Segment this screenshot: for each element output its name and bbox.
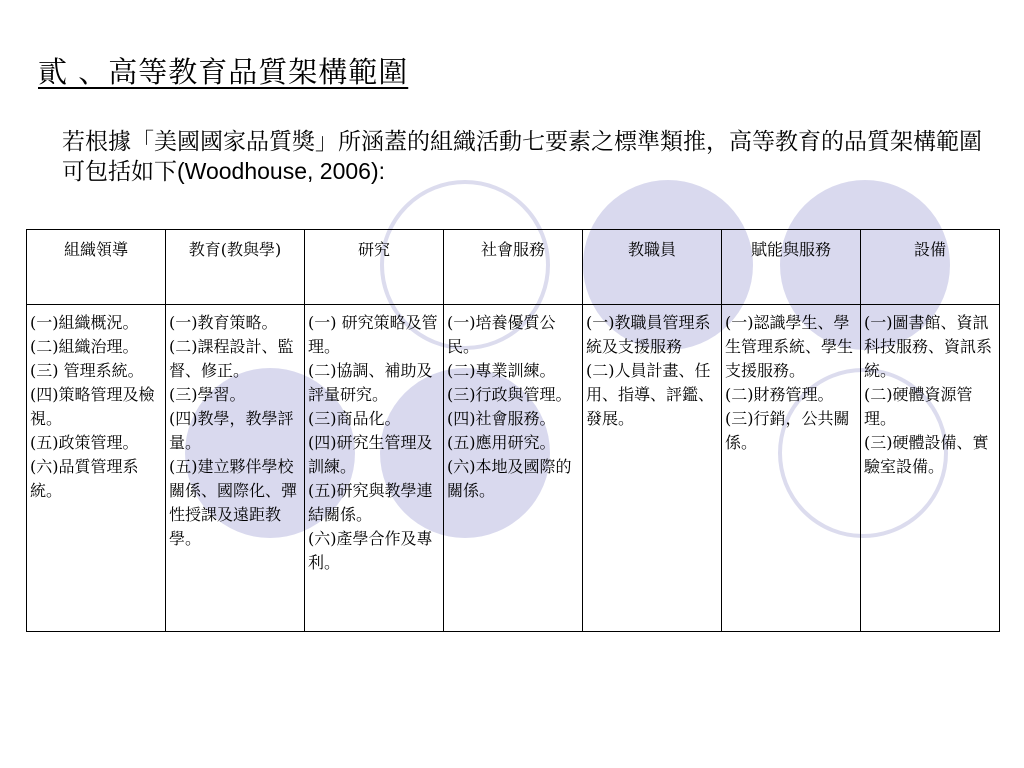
header-cell: 研究: [305, 230, 444, 305]
list-item: (二)硬體資源管理。: [864, 385, 973, 428]
list-item: (一)認識學生、學生管理系統、學生支援服務。: [725, 313, 854, 380]
list-item: (四)研究生管理及訓練。: [308, 433, 433, 476]
list-item: (一) 研究策略及管理。: [308, 313, 438, 356]
list-item: (五)應用研究。: [447, 433, 556, 452]
table-cell-facilities: [861, 305, 1000, 632]
list-item: (三)行銷，公共關係。: [725, 409, 850, 452]
table-cell-leadership: [27, 305, 166, 632]
list-item: (三)行政與管理。: [447, 385, 572, 404]
list-item: (五)政策管理。: [30, 433, 139, 452]
list-item: (四)策略管理及檢視。: [30, 385, 155, 428]
list-item: (六)產學合作及專利。: [308, 529, 433, 572]
list-item: (三)硬體設備、實驗室設備。: [864, 433, 989, 476]
header-cell: 教職員: [583, 230, 722, 305]
header-cell: 社會服務: [444, 230, 583, 305]
list-item: (二)財務管理。: [725, 385, 834, 404]
list-item: (一)組織概況。: [30, 313, 139, 332]
header-cell: 賦能與服務: [722, 230, 861, 305]
list-item: (三)商品化。: [308, 409, 401, 428]
intro-citation: (Woodhouse, 2006):: [177, 158, 385, 184]
list-item: (一)圖書館、資訊科技服務、資訊系統。: [864, 313, 993, 380]
intro-text: 若根據「美國國家品質獎」所涵蓋的組織活動七要素之標準類推，高等教育的品質架構範圍可包括如下: [62, 129, 982, 185]
slide-title: 貳 、高等教育品質架構範圍: [38, 55, 409, 89]
list-item: (一)教職員管理系統及支援服務: [586, 313, 711, 356]
list-item: (二)組織治理。: [30, 337, 139, 356]
list-item: (三)學習。: [169, 385, 246, 404]
list-item: (六)品質管理系統。: [30, 457, 139, 500]
quality-scope-table: [26, 229, 1000, 632]
intro-paragraph: [62, 128, 992, 187]
header-cell: 設備: [861, 230, 1000, 305]
table-cell-education: [166, 305, 305, 632]
table-cell-faculty: [583, 305, 722, 632]
list-item: (四)教學，教學評量。: [169, 409, 294, 452]
list-item: (三) 管理系統。: [30, 361, 144, 380]
list-item: (二)課程設計、監督、修正。: [169, 337, 294, 380]
table-cell-social-service: [444, 305, 583, 632]
list-item: (一)教育策略。: [169, 313, 278, 332]
list-item: (六)本地及國際的關係。: [447, 457, 572, 500]
list-item: (四)社會服務。: [447, 409, 556, 428]
list-item: (二)人員計畫、任用、指導、評鑑、發展。: [586, 361, 715, 428]
table-cell-research: [305, 305, 444, 632]
list-item: (五)建立夥伴學校關係、國際化、彈性授課及遠距教學。: [169, 457, 298, 548]
table-header-row: [27, 230, 1000, 305]
header-cell: 組織領導: [27, 230, 166, 305]
header-cell: 教育(教與學): [166, 230, 305, 305]
list-item: (五)研究與教學連結關係。: [308, 481, 433, 524]
table-row: [27, 305, 1000, 632]
list-item: (二)協調、補助及評量研究。: [308, 361, 433, 404]
list-item: (二)專業訓練。: [447, 361, 556, 380]
table-cell-enabling-services: [722, 305, 861, 632]
list-item: (一)培養優質公民。: [447, 313, 556, 356]
